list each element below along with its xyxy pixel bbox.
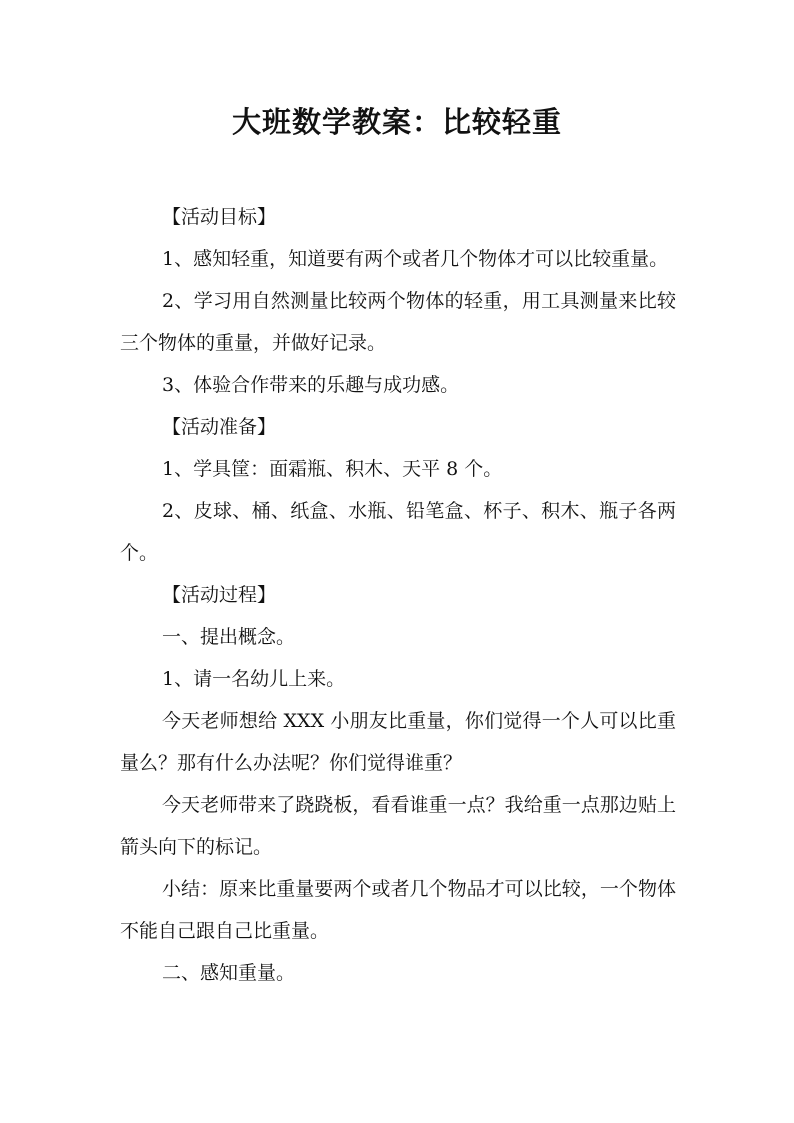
- paragraph: 2、皮球、桶、纸盒、水瓶、铅笔盒、杯子、积木、瓶子各两个。: [120, 500, 676, 564]
- paragraph: 3、体验合作带来的乐趣与成功感。: [162, 374, 460, 396]
- paragraph: 小结：原来比重量要两个或者几个物品才可以比较，一个物体不能自己跟自己比重量。: [120, 878, 676, 942]
- section-heading-preparation: 【活动准备】: [162, 416, 277, 438]
- paragraph: 1、感知轻重，知道要有两个或者几个物体才可以比较重量。: [162, 248, 669, 270]
- paragraph: 一、提出概念。: [162, 626, 296, 648]
- section-heading-process: 【活动过程】: [162, 584, 277, 606]
- section-heading-goals: 【活动目标】: [162, 206, 277, 228]
- paragraph: 今天老师带来了跷跷板，看看谁重一点？我给重一点那边贴上箭头向下的标记。: [120, 794, 676, 858]
- document-title: 大班数学教案：比较轻重: [231, 105, 562, 139]
- paragraph: 2、学习用自然测量比较两个物体的轻重，用工具测量来比较三个物体的重量，并做好记录。: [120, 290, 676, 354]
- paragraph: 1、学具筐：面霜瓶、积木、天平 8 个。: [162, 458, 503, 480]
- paragraph: 二、感知重量。: [162, 962, 296, 984]
- paragraph: 1、请一名幼儿上来。: [162, 668, 346, 690]
- document-body: [120, 196, 676, 994]
- paragraph: 今天老师想给 XXX 小朋友比重量，你们觉得一个人可以比重量么？那有什么办法呢？你们觉得谁重？: [120, 710, 676, 774]
